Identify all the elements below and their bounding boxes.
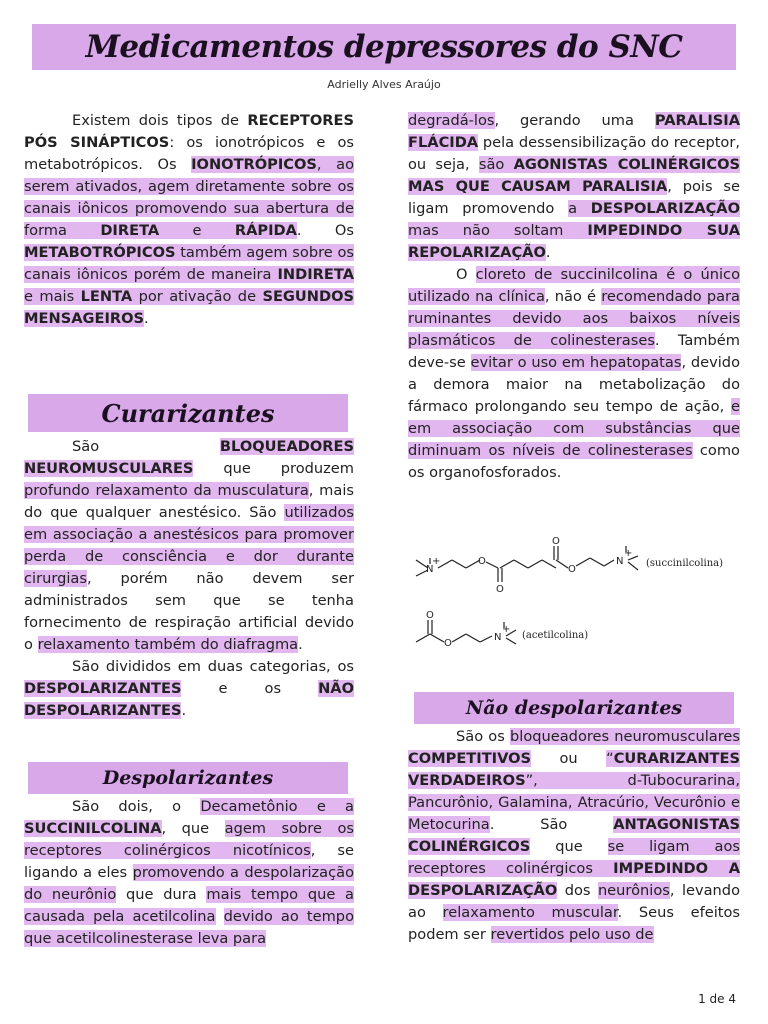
acetilcolina-label: (acetilcolina) [522,630,589,641]
atom-o-ester: O [444,638,452,649]
heading-despolarizantes: Despolarizantes [28,762,348,794]
despolarizantes-section [24,796,354,950]
atom-plus-acetyl: + [502,624,511,635]
atom-plus-right: + [624,548,633,559]
atom-o-acetyl: O [426,610,434,621]
curarizantes-paragraph: São BLOQUEADORES NEUROMUSCULARES que produzem profundo relaxamento da musculatura, mais do que qualquer anestésico. São utilizados em associação a anestésicos para promover perda de consciência e dor durante cirurgias, porém não devem ser administrados sem que se tenha fornecimento de respiração artificial devido o relaxamento também do diafragma. [24,438,354,653]
heading-nao-despolarizantes: Não despolarizantes [414,692,734,724]
atom-n-acetyl: N [494,632,502,643]
atom-n-right: N [616,556,624,567]
succinilcolina-structure [416,546,638,582]
succinilcolina-label: (succinilcolina) [646,558,724,569]
right-column [408,110,740,484]
title-bar [32,24,736,70]
molecule-structures [408,530,740,670]
atom-plus-left: + [432,556,441,567]
atom-o-4: O [568,564,576,575]
left-column [24,110,354,330]
page-title: Medicamentos depressores do SNC [85,29,683,65]
curarizantes-section [24,436,354,722]
atom-o-1: O [478,556,486,567]
succinilcolina-paragraph: O cloreto de succinilcolina é o único utilizado na clínica, não é recomendado para ruminantes devido aos baixos níveis plasmáticos de colinesterases. Também deve-se evitar o uso em hepatopatas, devido a demora maior na metabolização do fármaco prolongando seu tempo de ação, e em associação com substâncias que diminuam os níveis de colinesterases como os organofosforados. [408,266,741,481]
nao-despolarizantes-paragraph: São os bloqueadores neuromusculares COMPETITIVOS ou “CURARIZANTES VERDADEIROS”, d-Tubocurarina, Pancurônio, Galamina, Atracúrio, Vecurônio e Metocurina. São ANTAGONISTAS COLINÉRGICOS que se ligam aos receptores colinérgicos IMPEDINDO A DESPOLARIZAÇÃO dos neurônios, levando ao relaxamento muscular. Seus efeitos podem ser revertidos pelo uso de [408,728,741,943]
nao-despolarizantes-section [408,726,740,946]
intro-paragraph: Existem dois tipos de RECEPTORES PÓS SINÁPTICOS: os ionotrópicos e os metabotrópicos. Os IONOTRÓPICOS, ao serem ativados, agem diretamente sobre os canais iônicos promovendo sua abertura de forma DIRETA e RÁPIDA. Os METABOTRÓPICOS também agem sobre os canais iônicos porém de maneira INDIRETA e mais LENTA por ativação de SEGUNDOS MENSAGEIROS. [24,112,355,327]
atom-o-2: O [496,584,504,595]
page-number: 1 de 4 [698,992,736,1006]
author: Adrielly Alves Araújo [327,78,441,91]
categorias-paragraph: São divididos em duas categorias, os DESPOLARIZANTES e os NÃO DESPOLARIZANTES. [24,658,354,719]
heading-curarizantes: Curarizantes [28,394,348,432]
paralisia-paragraph: degradá-los, gerando uma PARALISIA FLÁCIDA pela dessensibilização do receptor, ou seja, são AGONISTAS COLINÉRGICOS MAS QUE CAUSAM PARALISIA, pois se ligam promovendo a DESPOLARIZAÇÃO mas não soltam IMPEDINDO SUA REPOLARIZAÇÃO. [408,112,740,261]
atom-n-left: N [426,564,434,575]
despolarizantes-paragraph: São dois, o Decametônio e a SUCCINILCOLINA, que agem sobre os receptores colinérgicos nicotínicos, se ligando a eles promovendo a despolarização do neurônio que dura mais tempo que a causada pela acetilcolina devido ao tempo que acetilcolinesterase leva para [24,798,354,947]
atom-o-3: O [552,536,560,547]
